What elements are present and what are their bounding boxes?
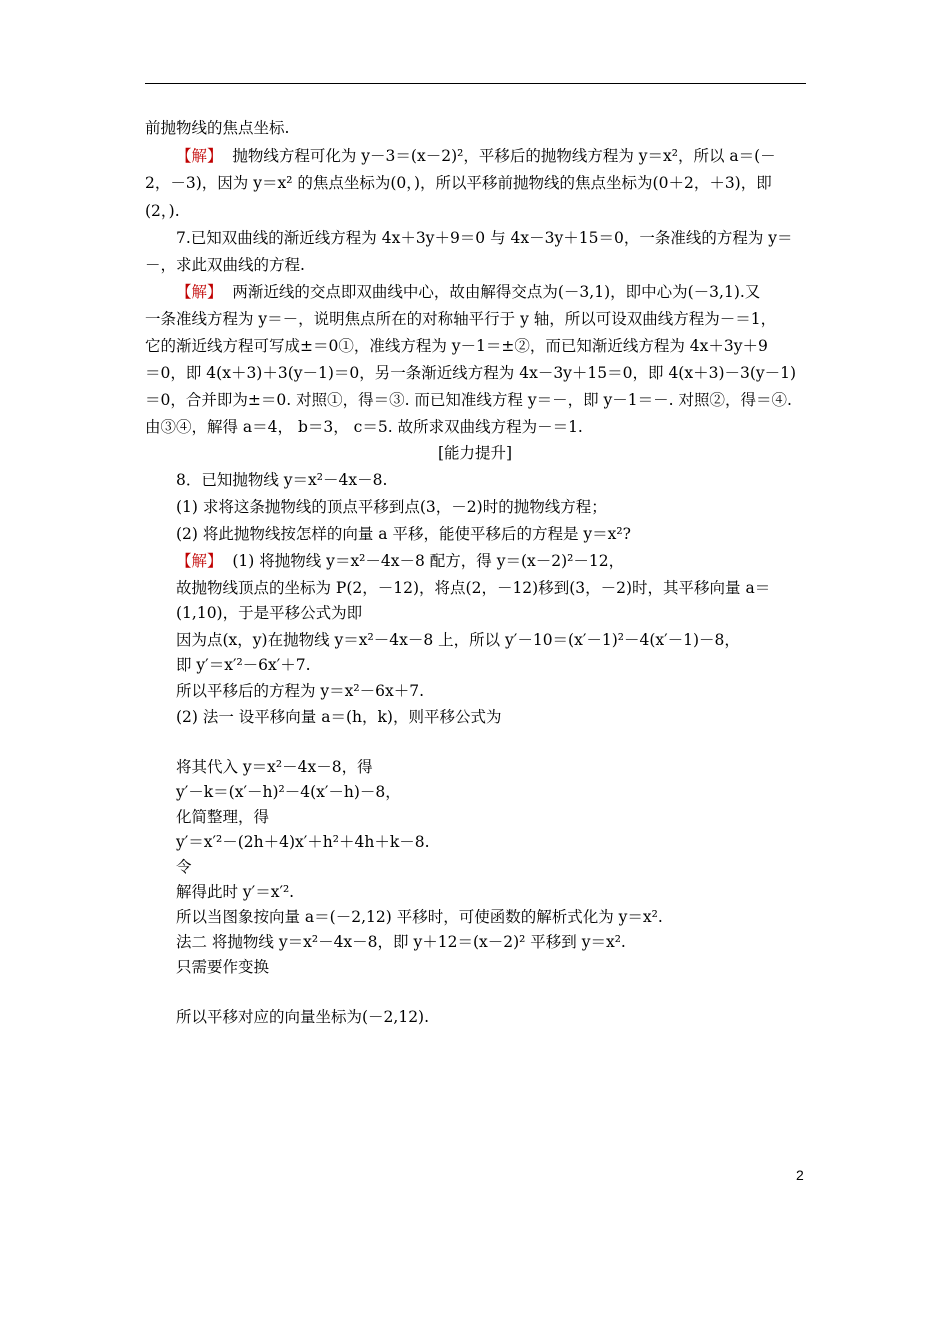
text-line: 只需要作变换 <box>176 958 270 976</box>
text-line: 所以当图象按向量 a＝(－2,12) 平移时，可使函数的解析式化为 y＝x². <box>176 908 663 926</box>
text-line: (2) 法一 设平移向量 a＝(h，k)，则平移公式为 <box>176 708 502 726</box>
solution-label: 【解】 <box>176 552 223 570</box>
text-line: 所以平移后的方程为 y＝x²－6x＋7. <box>176 682 425 700</box>
text-line: (2，). <box>145 202 180 220</box>
solution-label: 【解】 <box>176 147 223 165</box>
header-rule <box>145 83 806 84</box>
text-line: (2) 将此抛物线按怎样的向量 a 平移，能使平移后的方程是 y＝x²? <box>176 525 631 543</box>
text-line: y′＝x′²－(2h＋4)x′＋h²＋4h＋k－8. <box>176 833 430 851</box>
text-line: (1) 求将这条抛物线的顶点平移到点(3，－2)时的抛物线方程； <box>176 498 607 516</box>
text-line: 化简整理，得 <box>176 808 270 826</box>
page-number: 2 <box>796 1167 804 1183</box>
text-line: 将其代入 y＝x²－4x－8，得 <box>176 758 373 776</box>
text-line: 所以平移对应的向量坐标为(－2,12). <box>176 1008 430 1026</box>
text-line: (1,10)，于是平移公式为即 <box>176 604 363 622</box>
text-line: y′－k＝(x′－h)²－4(x′－h)－8， <box>176 783 401 801</box>
text-line: ＝0，即 4(x＋3)＋3(y－1)＝0，另一条渐近线方程为 4x－3y＋15＝0，即 4(x＋3)－3(y－1) <box>145 364 797 382</box>
text-line: 一条准线方程为 y＝－，说明焦点所在的对称轴平行于 y 轴，所以可设双曲线方程为－＝1， <box>145 310 777 328</box>
text-line: 前抛物线的焦点坐标. <box>145 119 290 137</box>
text-line: 2，－3)，因为 y＝x² 的焦点坐标为(0，)，所以平移前抛物线的焦点坐标为(0＋2，＋3)，即 <box>145 174 772 192</box>
text-line: 因为点(x，y)在抛物线 y＝x²－4x－8 上，所以 y′－10＝(x′－1)²－4(x′－1)－8， <box>176 631 740 649</box>
text-line: 两渐近线的交点即双曲线中心，故由解得交点为(－3,1)，即中心为(－3,1).又 <box>232 283 761 301</box>
text-line: (1) 将抛物线 y＝x²－4x－8 配方，得 y＝(x－2)²－12， <box>232 552 625 570</box>
problem-7: 7.已知双曲线的渐近线方程为 4x＋3y＋9＝0 与 4x－3y＋15＝0，一条准线的方程为 y＝ <box>176 229 793 247</box>
problem-8: 8．已知抛物线 y＝x²－4x－8. <box>176 471 388 489</box>
section-heading: [能力提升] <box>437 444 513 462</box>
text-line: 即 y′＝x′²－6x′＋7. <box>176 656 311 674</box>
solution-line <box>176 551 624 571</box>
text-line: 解得此时 y′＝x′². <box>176 883 295 901</box>
solution-label: 【解】 <box>176 283 223 301</box>
text-line: 令 <box>176 858 192 876</box>
text-line: －，求此双曲线的方程. <box>145 256 305 274</box>
text-line: ＝0，合并即为±＝0. 对照①，得＝③. 而已知准线方程 y＝－，即 y－1＝－. 对照②，得＝④. <box>145 391 792 409</box>
text-line: 由③④，解得 a＝4， b＝3， c＝5. 故所求双曲线方程为－＝1. <box>145 418 583 436</box>
solution-line <box>176 146 776 166</box>
solution-line <box>176 282 760 302</box>
text-line: 故抛物线顶点的坐标为 P(2，－12)，将点(2，－12)移到(3，－2)时，其平移向量 a＝ <box>176 579 771 597</box>
text-line: 它的渐近线方程可写成±＝0①，准线方程为 y－1＝±②，而已知渐近线方程为 4x＋3y＋9 <box>145 337 768 355</box>
text-line: 抛物线方程可化为 y－3＝(x－2)²，平移后的抛物线方程为 y＝x²，所以 a＝(－ <box>232 147 776 165</box>
text-line: 法二 将抛物线 y＝x²－4x－8，即 y＋12＝(x－2)² 平移到 y＝x². <box>176 933 626 951</box>
